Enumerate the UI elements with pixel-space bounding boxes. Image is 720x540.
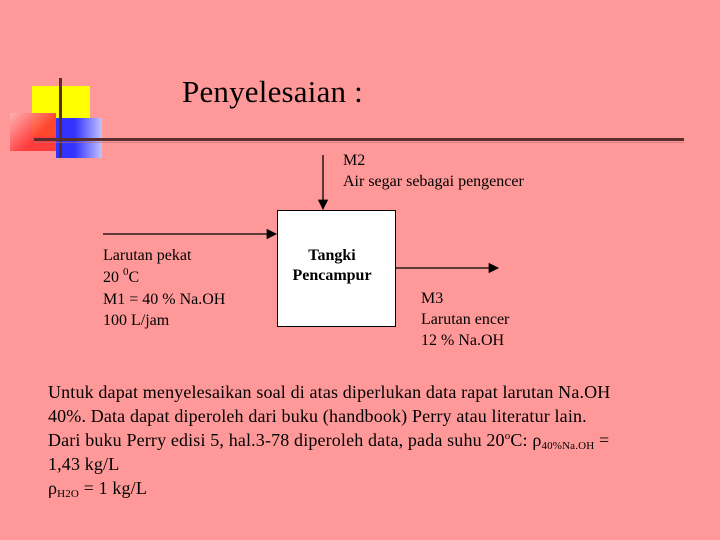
paragraph-line-5: $\rho_{H2O} = 1$ kg/L bbox=[48, 478, 147, 500]
m2-description: Air segar sebagai pengencer bbox=[343, 173, 524, 190]
m3-concentration: 12 % Na.OH bbox=[421, 332, 505, 349]
m3-stream-name: Larutan encer bbox=[421, 311, 510, 328]
inlet-flowrate: 100 L/jam bbox=[103, 312, 170, 329]
paragraph-line-3: Dari buku Perry edisi 5, hal.3-78 diperoleh data, pada suhu 20$^o$C: $\rho_{40\%Na.OH}$ = bbox=[48, 430, 610, 452]
paragraph-line-1: Untuk dapat menyelesaikan soal di atas diperlukan data rapat larutan Na.OH bbox=[48, 382, 611, 402]
solution-paragraph bbox=[48, 380, 688, 500]
paragraph-line-2: 40%. Data dapat diperoleh dari buku (handbook) Perry atau literatur lain. bbox=[48, 406, 587, 426]
inlet-stream-name: Larutan pekat bbox=[103, 247, 192, 264]
m3-label: M3 bbox=[421, 290, 444, 307]
rho-symbol: ρ bbox=[48, 478, 58, 498]
inlet-temperature: 20 $^0$C bbox=[103, 266, 140, 286]
mixing-tank-label: Tangki Pencampur bbox=[292, 247, 372, 284]
paragraph-line-4: 1,43 kg/L bbox=[48, 454, 120, 474]
slide-title: Penyelesaian : bbox=[182, 74, 363, 109]
m2-label: M2 bbox=[343, 152, 366, 169]
inlet-concentration: M1 = 40 % Na.OH bbox=[103, 291, 226, 308]
rho-symbol: ρ bbox=[532, 430, 542, 450]
